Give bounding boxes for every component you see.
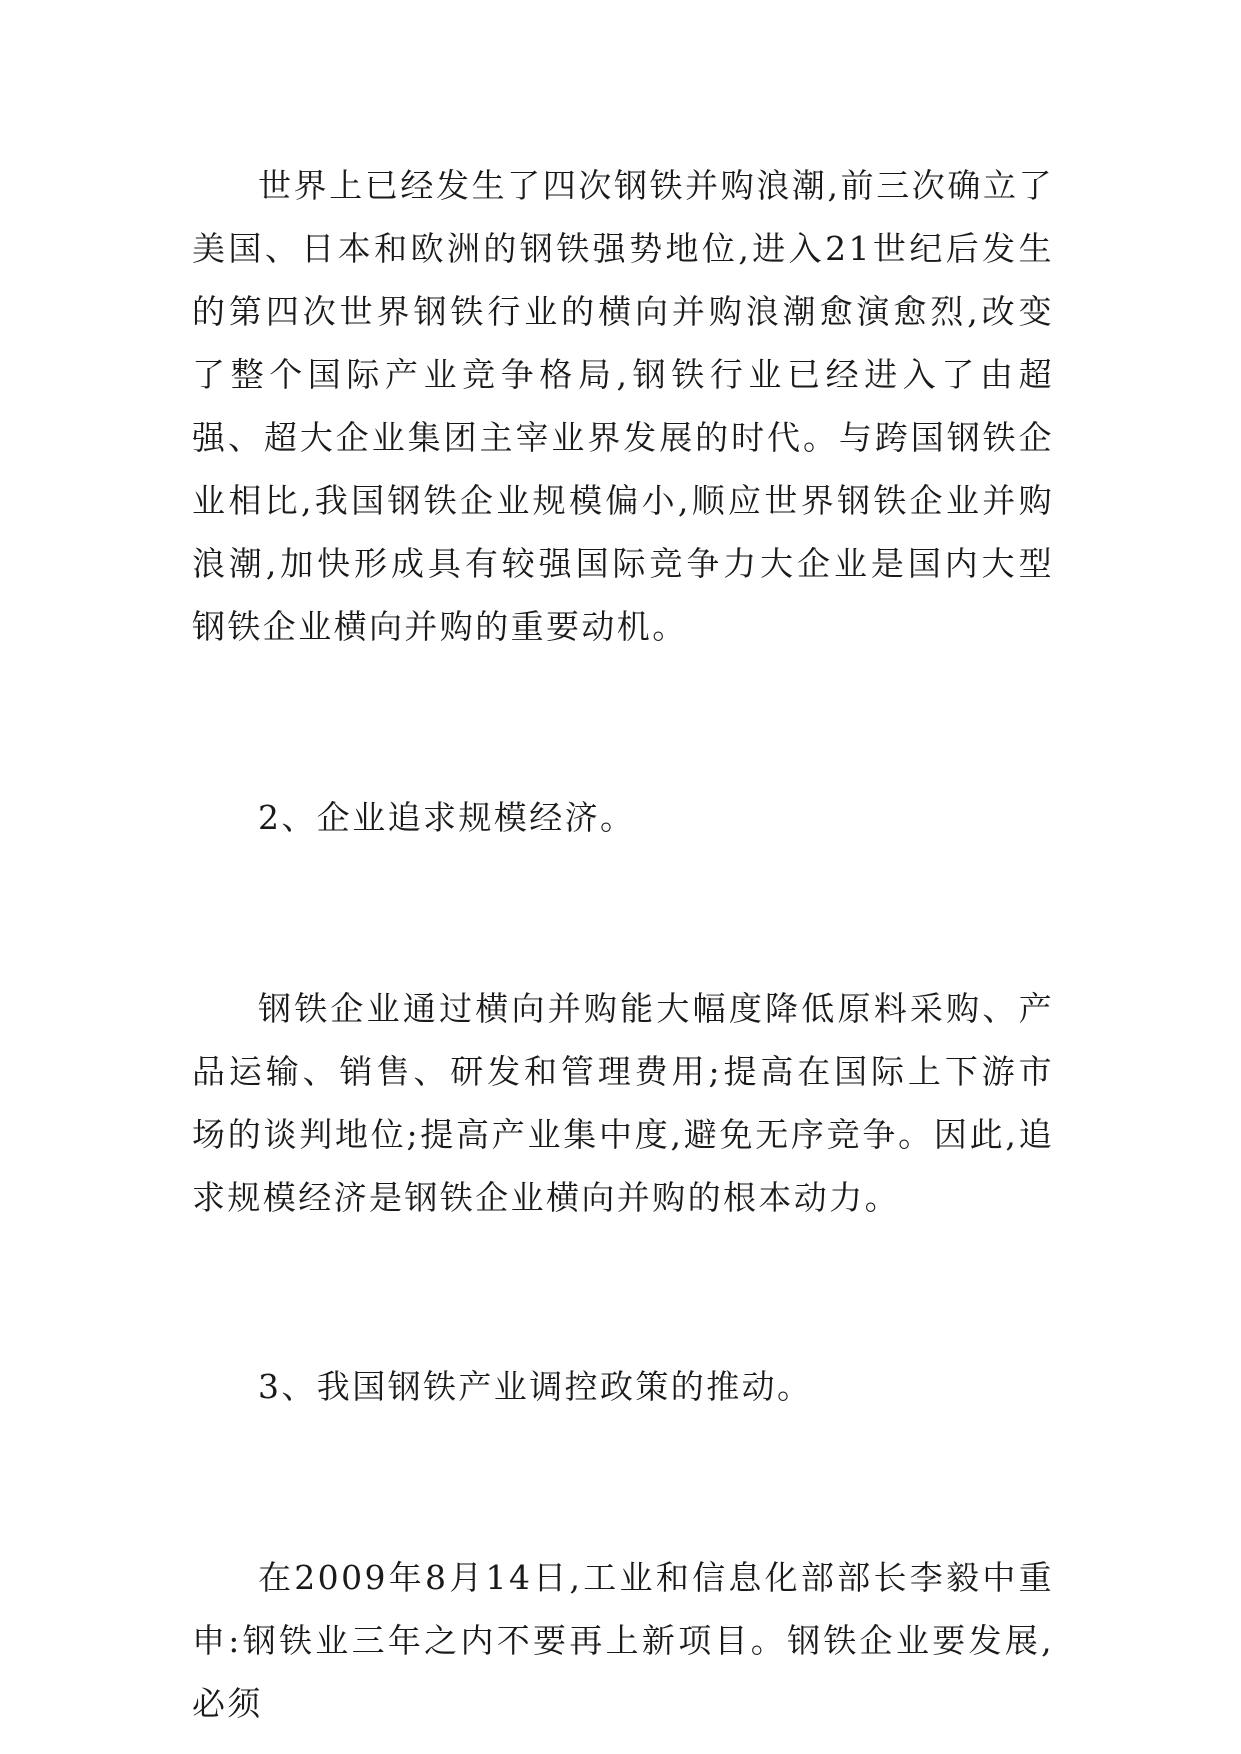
paragraph-steel-merger-waves: 世界上已经发生了四次钢铁并购浪潮,前三次确立了美国、日本和欧洲的钢铁强势地位,进入21世纪后发生的第四次世界钢铁行业的横向并购浪潮愈演愈烈,改变了整个国际产业竞争格局,钢铁行业已经进入了由超强、超大企业集团主宰业界发展的时代。与跨国钢铁企业相比,我国钢铁企业规模偏小,顺应世界钢铁企业并购浪潮,加快形成具有较强国际竞争力大企业是国内大型钢铁企业横向并购的重要动机。 — [192, 166, 1054, 646]
paragraph-spacer — [192, 849, 1054, 977]
paragraph-spacer — [192, 1418, 1054, 1546]
section-heading-economies-of-scale: 2、企业追求规模经济。 — [258, 798, 636, 837]
paragraph-spacer — [192, 1229, 1054, 1355]
paragraph-horizontal-merger-benefits: 钢铁企业通过横向并购能大幅度降低原料采购、产品运输、销售、研发和管理费用;提高在国际上下游市场的谈判地位;提高产业集中度,避免无序竞争。因此,追求规模经济是钢铁企业横向并购的根本动力。 — [192, 989, 1054, 1217]
section-heading-policy-driver: 3、我国钢铁产业调控政策的推动。 — [258, 1367, 813, 1406]
document-body — [192, 154, 1054, 1735]
paragraph-ministry-statement: 在2009年8月14日,工业和信息化部部长李毅中重申:钢铁业三年之内不要再上新项目。钢铁企业要发展,必须 — [192, 1558, 1054, 1723]
paragraph-spacer — [192, 658, 1054, 786]
